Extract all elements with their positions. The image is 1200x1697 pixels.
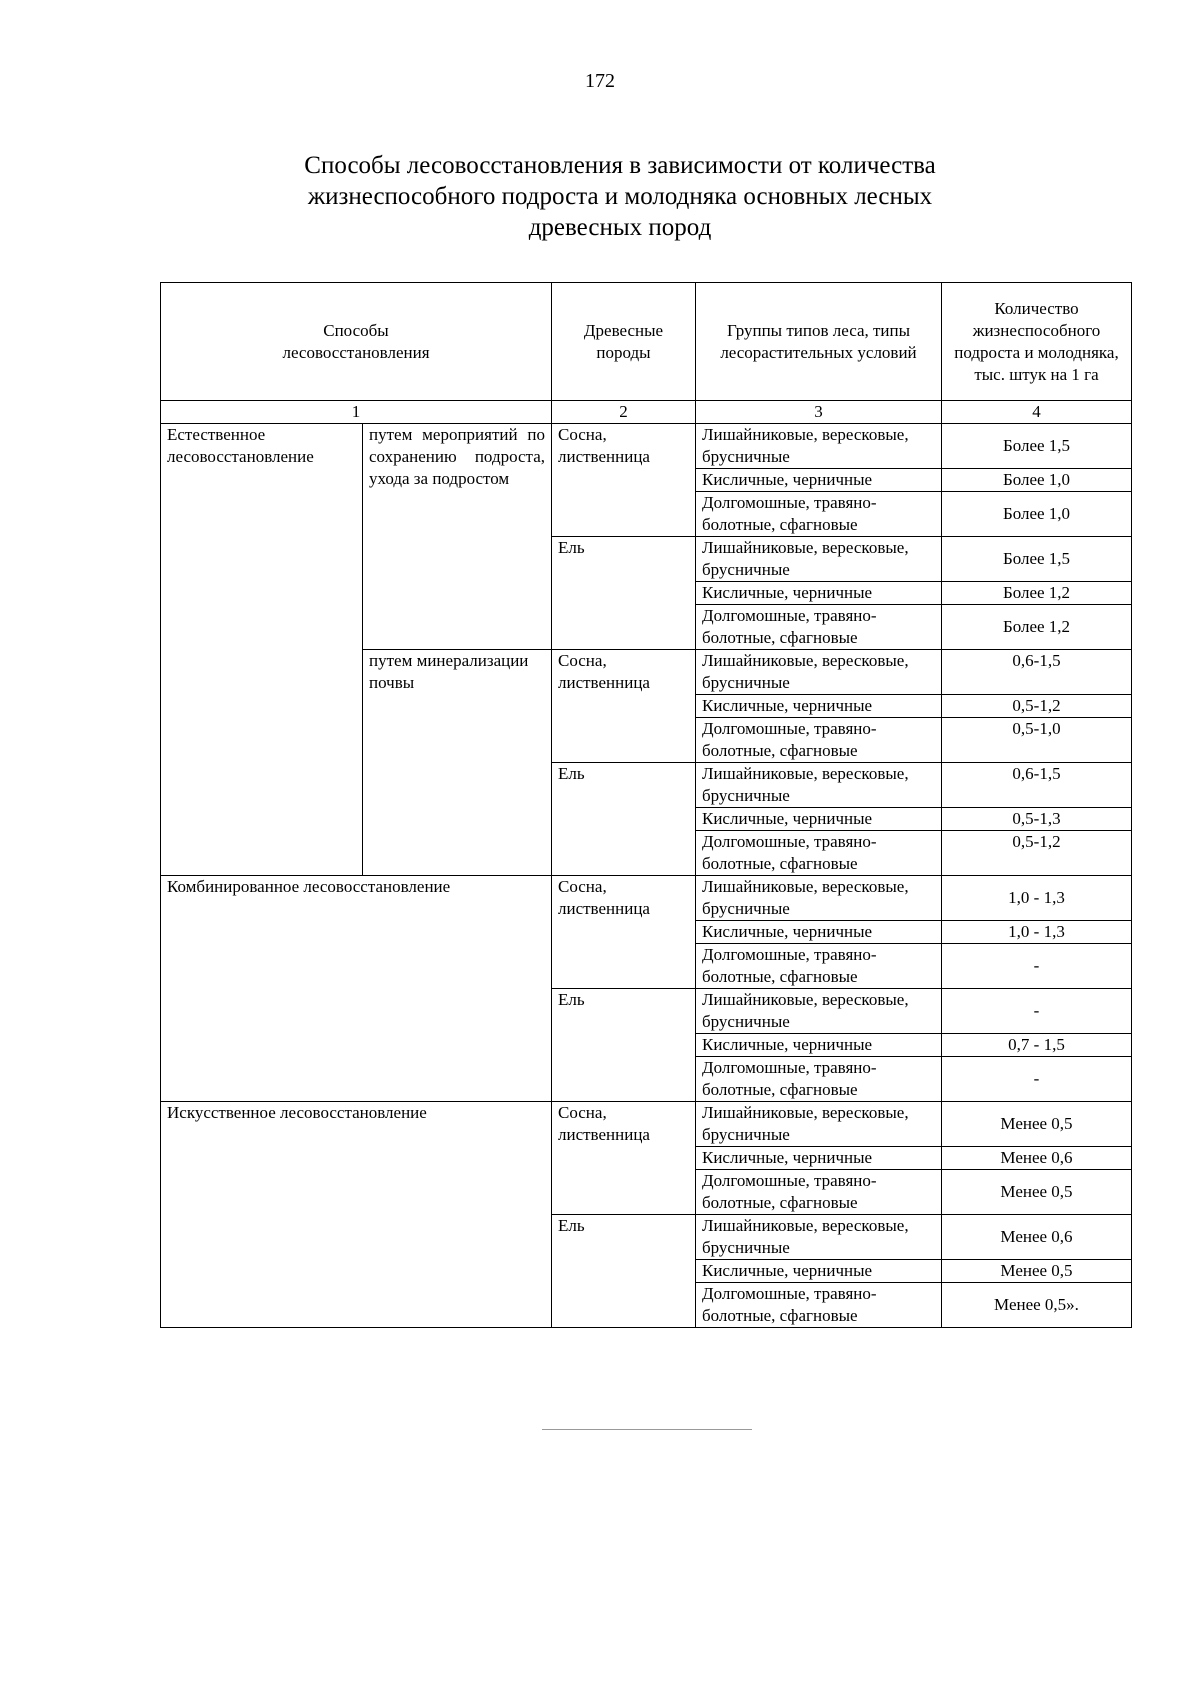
forest-type-cell: Долгомошные, травяно-болотные, сфагновые [696, 1170, 942, 1215]
forest-type-cell: Кисличные, черничные [696, 1260, 942, 1283]
forest-type-cell: Кисличные, черничные [696, 695, 942, 718]
species-cell: Сосна, лиственница [552, 876, 696, 989]
column-number-row [161, 401, 1132, 424]
method-natural-sub1: путем мероприятий по сохранению подроста, ухода за подростом [363, 424, 552, 650]
quantity-cell: 0,7 - 1,5 [942, 1034, 1132, 1057]
forest-type-cell: Лишайниковые, вересковые, брусничные [696, 1102, 942, 1147]
forest-type-cell: Долгомошные, травяно-болотные, сфагновые [696, 1283, 942, 1328]
quantity-cell: 0,5-1,2 [942, 695, 1132, 718]
table-row [161, 876, 1132, 921]
header-methods: Способы лесовосстановления [161, 283, 552, 401]
forest-type-cell: Кисличные, черничные [696, 1147, 942, 1170]
species-cell: Ель [552, 989, 696, 1102]
quantity-cell: Более 1,2 [942, 582, 1132, 605]
method-natural-sub2: путем минерализации почвы [363, 650, 552, 876]
quantity-cell: Менее 0,5 [942, 1260, 1132, 1283]
quantity-cell: 0,5-1,0 [942, 718, 1132, 763]
column-number: 1 [161, 401, 552, 424]
table-row [161, 424, 1132, 469]
title-line: Способы лесовосстановления в зависимости от количества [304, 152, 936, 179]
quantity-cell: 0,6-1,5 [942, 763, 1132, 808]
forest-type-cell: Лишайниковые, вересковые, брусничные [696, 763, 942, 808]
species-cell: Сосна, лиственница [552, 650, 696, 763]
forest-type-cell: Долгомошные, травяно-болотные, сфагновые [696, 605, 942, 650]
quantity-cell: Более 1,5 [942, 424, 1132, 469]
forest-type-cell: Кисличные, черничные [696, 808, 942, 831]
quantity-cell: Менее 0,5 [942, 1102, 1132, 1147]
quantity-cell: Менее 0,6 [942, 1147, 1132, 1170]
quantity-cell: - [942, 989, 1132, 1034]
quantity-cell: 1,0 - 1,3 [942, 921, 1132, 944]
table-row [161, 1102, 1132, 1147]
method-combined: Комбинированное лесовосстановление [161, 876, 552, 1102]
header-species: Древесные породы [552, 283, 696, 401]
quantity-cell: 0,5-1,3 [942, 808, 1132, 831]
quantity-cell: Менее 0,5». [942, 1283, 1132, 1328]
forest-type-cell: Долгомошные, травяно-болотные, сфагновые [696, 831, 942, 876]
species-cell: Ель [552, 763, 696, 876]
footer-divider [542, 1429, 752, 1430]
page-number: 172 [585, 70, 615, 92]
species-cell: Сосна, лиственница [552, 424, 696, 537]
title-line: древесных пород [528, 214, 712, 241]
forest-type-cell: Долгомошные, травяно-болотные, сфагновые [696, 1057, 942, 1102]
quantity-cell: Менее 0,5 [942, 1170, 1132, 1215]
forest-type-cell: Лишайниковые, вересковые, брусничные [696, 1215, 942, 1260]
document-title [240, 150, 1000, 243]
forest-type-cell: Лишайниковые, вересковые, брусничные [696, 537, 942, 582]
quantity-cell: - [942, 944, 1132, 989]
forest-type-cell: Долгомошные, травяно-болотные, сфагновые [696, 718, 942, 763]
quantity-cell: 1,0 - 1,3 [942, 876, 1132, 921]
column-number: 3 [696, 401, 942, 424]
column-number: 4 [942, 401, 1132, 424]
method-natural: Естественное лесовосстановление [161, 424, 363, 876]
reforestation-table [160, 282, 1132, 1328]
quantity-cell: 0,6-1,5 [942, 650, 1132, 695]
forest-type-cell: Лишайниковые, вересковые, брусничные [696, 876, 942, 921]
column-number: 2 [552, 401, 696, 424]
method-artificial: Искусственное лесовосстановление [161, 1102, 552, 1328]
quantity-cell: Более 1,5 [942, 537, 1132, 582]
species-cell: Сосна, лиственница [552, 1102, 696, 1215]
quantity-cell: Более 1,0 [942, 469, 1132, 492]
forest-type-cell: Кисличные, черничные [696, 469, 942, 492]
forest-type-cell: Лишайниковые, вересковые, брусничные [696, 650, 942, 695]
forest-type-cell: Долгомошные, травяно-болотные, сфагновые [696, 944, 942, 989]
title-line: жизнеспособного подроста и молодняка основных лесных [307, 183, 933, 210]
quantity-cell: Более 1,2 [942, 605, 1132, 650]
quantity-cell: 0,5-1,2 [942, 831, 1132, 876]
forest-type-cell: Кисличные, черничные [696, 582, 942, 605]
header-row [161, 283, 1132, 401]
forest-type-cell: Лишайниковые, вересковые, брусничные [696, 424, 942, 469]
forest-type-cell: Кисличные, черничные [696, 921, 942, 944]
species-cell: Ель [552, 1215, 696, 1328]
header-forest-types: Группы типов леса, типы лесорастительных условий [696, 283, 942, 401]
quantity-cell: Менее 0,6 [942, 1215, 1132, 1260]
quantity-cell: - [942, 1057, 1132, 1102]
quantity-cell: Более 1,0 [942, 492, 1132, 537]
forest-type-cell: Долгомошные, травяно-болотные, сфагновые [696, 492, 942, 537]
forest-type-cell: Кисличные, черничные [696, 1034, 942, 1057]
forest-type-cell: Лишайниковые, вересковые, брусничные [696, 989, 942, 1034]
header-quantity: Количество жизнеспособного подроста и молодняка, тыс. штук на 1 га [942, 283, 1132, 401]
species-cell: Ель [552, 537, 696, 650]
